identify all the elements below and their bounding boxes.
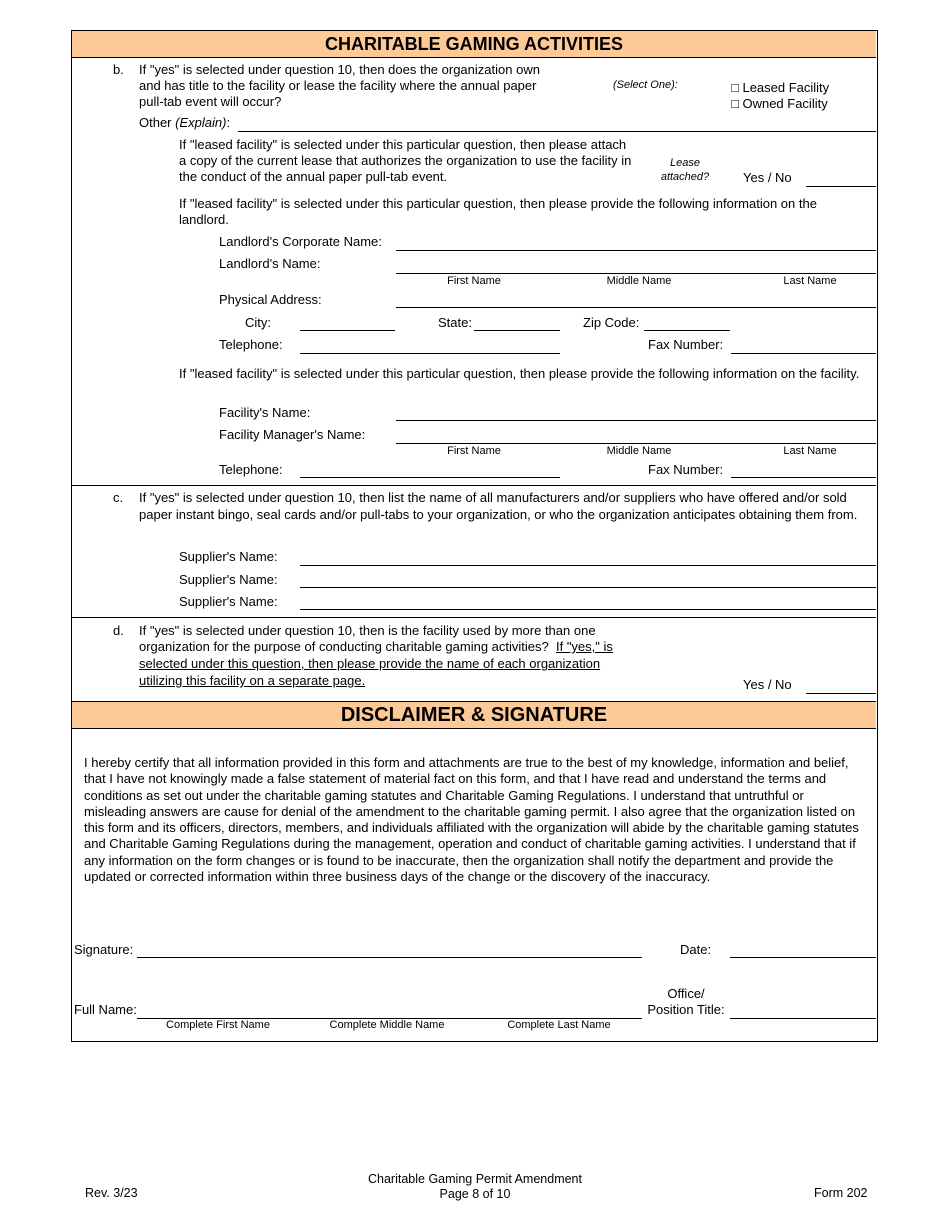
landlord-corporate-name-label: Landlord's Corporate Name: bbox=[219, 234, 382, 249]
landlord-fax-label: Fax Number: bbox=[648, 337, 724, 352]
facility-intro: If "leased facility" is selected under this particular question, then please provide the following information on the facility. bbox=[179, 366, 860, 381]
facility-fax-field[interactable] bbox=[731, 477, 876, 478]
facility-manager-label: Facility Manager's Name: bbox=[219, 427, 366, 442]
supplier-name-field-1[interactable] bbox=[300, 565, 876, 566]
question-d-line-1: If "yes" is selected under question 10, then is the facility used by more than one bbox=[139, 623, 596, 638]
disclaimer-line-4: misleading answers are cause for denial of the amendment to the charitable gaming permit. I also agree that the organization listed on bbox=[84, 803, 856, 819]
supplier-name-label-1: Supplier's Name: bbox=[179, 549, 278, 564]
question-c-line-1: If "yes" is selected under question 10, then list the name of all manufacturers and/or suppliers who have offered and/or sold bbox=[139, 490, 847, 505]
full-name-label: Full Name: bbox=[74, 1002, 137, 1017]
section-divider bbox=[72, 617, 876, 618]
question-b-line-1: If "yes" is selected under question 10, then does the organization own bbox=[139, 62, 540, 77]
question-d-line-3: selected under this question, then please provide the name of each organization bbox=[139, 656, 601, 671]
supplier-name-label-2: Supplier's Name: bbox=[179, 572, 278, 587]
section-divider bbox=[72, 485, 876, 486]
disclaimer-line-6: and Charitable Gaming Regulations during the management, operation and conduct of charitable gaming activities. I understand that if bbox=[84, 836, 856, 852]
landlord-intro-line-2: landlord. bbox=[179, 212, 229, 227]
complete-middle-name-caption: Complete Middle Name bbox=[329, 1019, 445, 1031]
supplier-name-field-3[interactable] bbox=[300, 609, 876, 610]
leased-facility-checkbox[interactable]: □ Leased Facility bbox=[731, 80, 830, 95]
lease-yes-no-label: Yes / No bbox=[743, 170, 792, 185]
landlord-fax-field[interactable] bbox=[731, 353, 876, 354]
owned-facility-checkbox[interactable]: □ Owned Facility bbox=[731, 96, 828, 111]
landlord-name-label: Landlord's Name: bbox=[219, 256, 321, 271]
state-label: State: bbox=[438, 315, 472, 330]
disclaimer-line-1: I hereby certify that all information provided in this form and attachments are true to the best of my knowledge, information and belief, bbox=[84, 755, 849, 770]
disclaimer-line-2: that I have not knowingly made a false statement of material fact on this form, and that I have read and understand the terms and bbox=[84, 771, 827, 787]
signature-field[interactable] bbox=[137, 957, 642, 958]
multi-org-yes-no-label: Yes / No bbox=[743, 677, 792, 692]
disclaimer-paragraph bbox=[84, 755, 859, 885]
lease-attached-label-2: attached? bbox=[660, 171, 710, 183]
item-letter-b: b. bbox=[113, 62, 124, 77]
lease-text-line-1: If "leased facility" is selected under this particular question, then please attach bbox=[179, 137, 627, 152]
facility-telephone-label: Telephone: bbox=[219, 462, 283, 477]
disclaimer-line-3: conditions as set out under the charitable gaming statutes and Charitable Gaming Regulations. I understand that untruthful or bbox=[84, 787, 804, 803]
manager-middle-name-caption: Middle Name bbox=[606, 445, 672, 457]
physical-address-label: Physical Address: bbox=[219, 292, 322, 307]
zip-code-field[interactable] bbox=[644, 330, 730, 331]
item-letter-d: d. bbox=[113, 623, 124, 638]
landlord-corporate-name-field[interactable] bbox=[396, 250, 876, 251]
section-header-disclaimer: DISCLAIMER & SIGNATURE bbox=[72, 701, 876, 729]
city-field[interactable] bbox=[300, 330, 395, 331]
office-label-line-2: Position Title: bbox=[647, 1002, 725, 1017]
landlord-first-name-caption: First Name bbox=[447, 275, 501, 287]
facility-fax-label: Fax Number: bbox=[648, 462, 724, 477]
supplier-name-label-3: Supplier's Name: bbox=[179, 594, 278, 609]
physical-address-field[interactable] bbox=[396, 307, 876, 308]
landlord-telephone-label: Telephone: bbox=[219, 337, 283, 352]
facility-telephone-field[interactable] bbox=[300, 477, 560, 478]
footer-form-title: Charitable Gaming Permit Amendment bbox=[368, 1172, 582, 1186]
section-header-charitable-gaming: CHARITABLE GAMING ACTIVITIES bbox=[72, 30, 876, 58]
state-field[interactable] bbox=[474, 330, 560, 331]
item-letter-c: c. bbox=[113, 490, 124, 505]
lease-yes-no-field[interactable] bbox=[806, 186, 876, 187]
landlord-middle-name-caption: Middle Name bbox=[606, 275, 672, 287]
question-d-line-4: utilizing this facility on a separate page. bbox=[139, 673, 366, 688]
manager-last-name-caption: Last Name bbox=[783, 445, 837, 457]
footer-revision: Rev. 3/23 bbox=[85, 1186, 138, 1200]
other-explain-field[interactable] bbox=[238, 131, 876, 132]
facility-name-field[interactable] bbox=[396, 420, 876, 421]
office-label-line-1: Office/ bbox=[667, 986, 705, 1001]
lease-attached-label-1: Lease bbox=[670, 157, 700, 169]
question-d-line-2: organization for the purpose of conducting charitable gaming activities? If "yes," is bbox=[139, 639, 613, 654]
landlord-name-field[interactable] bbox=[396, 273, 876, 274]
disclaimer-line-8: updated or corrected information within three business days of the change or the discovery of the inaccuracy. bbox=[84, 869, 711, 885]
facility-name-label: Facility's Name: bbox=[219, 405, 311, 420]
select-one-label: (Select One): bbox=[613, 79, 678, 91]
date-field[interactable] bbox=[730, 957, 876, 958]
landlord-intro-line-1: If "leased facility" is selected under this particular question, then please provide the following information on the bbox=[179, 196, 817, 211]
footer-page-number: Page 8 of 10 bbox=[439, 1187, 511, 1201]
landlord-last-name-caption: Last Name bbox=[783, 275, 837, 287]
zip-code-label: Zip Code: bbox=[583, 315, 640, 330]
manager-first-name-caption: First Name bbox=[447, 445, 501, 457]
office-title-field[interactable] bbox=[730, 1018, 876, 1019]
city-label: City: bbox=[245, 315, 271, 330]
question-b-line-2: and has title to the facility or lease the facility where the annual paper bbox=[139, 78, 537, 93]
signature-label: Signature: bbox=[74, 942, 134, 957]
disclaimer-line-5: this form and its officers, directors, members, and individuals affiliated with the organization will abide by the charitable gaming statutes bbox=[84, 820, 859, 836]
question-b-line-3: pull-tab event will occur? bbox=[139, 94, 282, 109]
question-c-line-2: paper instant bingo, seal cards and/or pull-tabs to your organization, or who the organization anticipates obtaining them from. bbox=[139, 507, 858, 522]
supplier-name-field-2[interactable] bbox=[300, 587, 876, 588]
complete-first-name-caption: Complete First Name bbox=[166, 1019, 270, 1031]
lease-text-line-2: a copy of the current lease that authorizes the organization to use the facility in bbox=[179, 153, 632, 168]
other-explain-label: Other (Explain): bbox=[139, 115, 231, 130]
lease-text-line-3: the conduct of the annual paper pull-tab event. bbox=[179, 169, 448, 184]
landlord-telephone-field[interactable] bbox=[300, 353, 560, 354]
complete-last-name-caption: Complete Last Name bbox=[507, 1019, 611, 1031]
multi-org-yes-no-field[interactable] bbox=[806, 693, 876, 694]
date-label: Date: bbox=[680, 942, 712, 957]
facility-manager-field[interactable] bbox=[396, 443, 876, 444]
footer-form-number: Form 202 bbox=[814, 1186, 868, 1200]
disclaimer-line-7: any information on the form changes or is found to be inaccurate, then the organization shall notify the department and provide the bbox=[84, 852, 834, 868]
